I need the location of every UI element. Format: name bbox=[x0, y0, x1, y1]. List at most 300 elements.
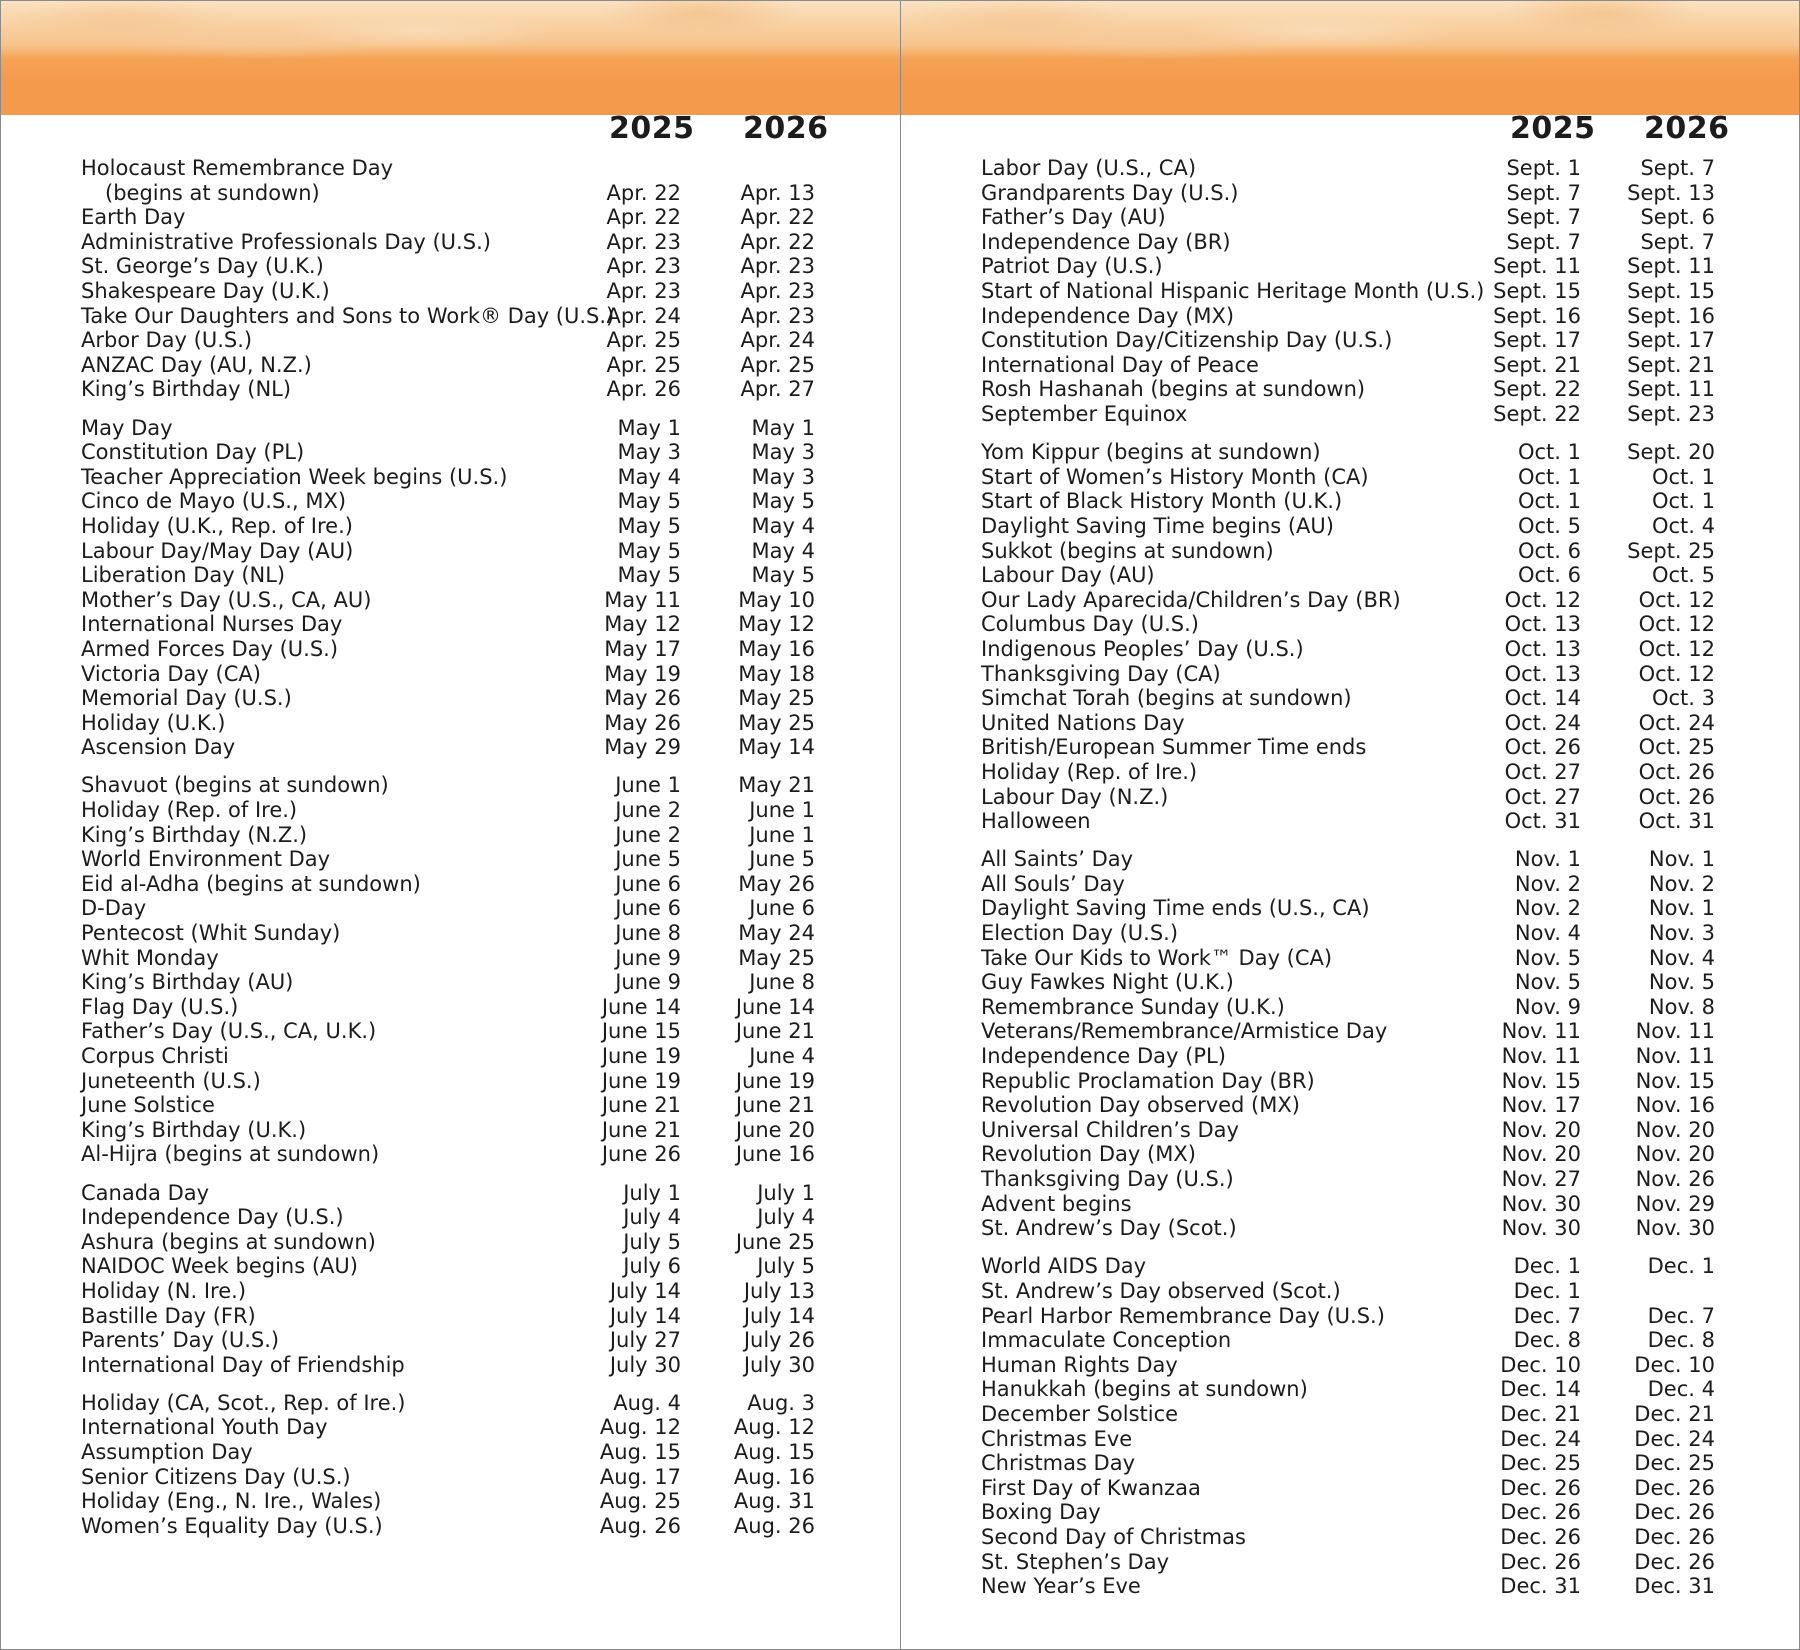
date-2026: July 5 bbox=[757, 1254, 815, 1279]
holiday-row bbox=[1, 1230, 900, 1255]
date-2025: May 26 bbox=[604, 710, 681, 735]
holiday-row bbox=[1, 1142, 900, 1167]
holiday-row bbox=[901, 588, 1799, 613]
holiday-row bbox=[1, 1304, 900, 1329]
holiday-row bbox=[901, 1044, 1799, 1069]
year-header-2026: 2026 bbox=[1644, 111, 1730, 146]
date-2025: Apr. 25 bbox=[606, 352, 681, 377]
holiday-name: Christmas Eve bbox=[981, 1426, 1133, 1451]
holiday-name: Take Our Kids to Work™ Day (CA) bbox=[981, 945, 1333, 970]
holiday-name: Constitution Day/Citizenship Day (U.S.) bbox=[981, 328, 1393, 353]
date-2025: June 14 bbox=[601, 994, 681, 1019]
holiday-row bbox=[901, 465, 1799, 490]
date-2026: Aug. 12 bbox=[733, 1415, 815, 1440]
holiday-row bbox=[901, 1402, 1799, 1427]
holiday-name: Take Our Daughters and Sons to Work® Day (U.S.) bbox=[81, 303, 615, 328]
holiday-name: Eid al-Adha (begins at sundown) bbox=[81, 871, 421, 896]
date-2026: Apr. 23 bbox=[740, 303, 815, 328]
date-2026: Oct. 12 bbox=[1638, 636, 1715, 661]
holiday-row bbox=[901, 1574, 1799, 1599]
holiday-name: Labour Day/May Day (AU) bbox=[81, 538, 354, 563]
date-2025: Nov. 4 bbox=[1514, 921, 1581, 945]
holiday-name: Veterans/Remembrance/Armistice Day bbox=[981, 1019, 1388, 1044]
holiday-row bbox=[901, 328, 1799, 353]
date-2025: May 5 bbox=[617, 538, 681, 563]
date-2025: June 5 bbox=[615, 847, 681, 872]
holiday-name: Indigenous Peoples’ Day (U.S.) bbox=[981, 636, 1304, 661]
holiday-name: Daylight Saving Time begins (AU) bbox=[981, 513, 1334, 538]
date-2026: May 1 bbox=[751, 415, 815, 440]
date-2026: May 3 bbox=[751, 440, 815, 465]
holiday-name: Holiday (U.K.) bbox=[81, 710, 226, 735]
holiday-name: Halloween bbox=[981, 809, 1091, 834]
date-2026: Nov. 29 bbox=[1635, 1191, 1715, 1216]
date-2025: May 29 bbox=[604, 735, 681, 760]
date-2026: Dec. 26 bbox=[1634, 1500, 1715, 1525]
date-2025: Nov. 11 bbox=[1501, 1044, 1581, 1068]
holiday-name: Start of Women’s History Month (CA) bbox=[981, 464, 1369, 489]
date-2025: May 5 bbox=[617, 489, 681, 514]
date-2026: Dec. 1 bbox=[1647, 1254, 1715, 1279]
date-2025: June 15 bbox=[601, 1019, 681, 1044]
date-2026: Nov. 16 bbox=[1635, 1093, 1715, 1118]
holiday-name: Independence Day (PL) bbox=[981, 1044, 1226, 1068]
holiday-name: International Day of Peace bbox=[981, 352, 1259, 377]
date-2025: Oct. 6 bbox=[1517, 538, 1581, 563]
date-2026: July 26 bbox=[743, 1328, 815, 1353]
holiday-name: D-Day bbox=[81, 896, 147, 921]
holiday-name: Armed Forces Day (U.S.) bbox=[81, 636, 339, 661]
holiday-name: Election Day (U.S.) bbox=[981, 921, 1179, 945]
date-2025: Apr. 24 bbox=[606, 303, 681, 328]
holiday-name: Revolution Day observed (MX) bbox=[981, 1093, 1300, 1118]
date-2025: Oct. 13 bbox=[1504, 636, 1581, 661]
date-2025: Dec. 24 bbox=[1500, 1426, 1581, 1451]
holiday-row bbox=[1, 588, 900, 613]
date-2026: Sept. 21 bbox=[1627, 352, 1715, 377]
holiday-name: May Day bbox=[81, 415, 173, 440]
date-2026: Oct. 4 bbox=[1651, 513, 1715, 538]
holiday-name: Earth Day bbox=[81, 205, 186, 230]
holiday-row bbox=[901, 637, 1799, 662]
date-2025: Oct. 1 bbox=[1517, 489, 1581, 514]
date-2026: Oct. 12 bbox=[1638, 661, 1715, 686]
holiday-row bbox=[901, 711, 1799, 736]
holiday-row bbox=[1, 1019, 900, 1044]
holiday-row bbox=[901, 1192, 1799, 1217]
holiday-row bbox=[901, 1093, 1799, 1118]
date-2026: June 1 bbox=[749, 822, 815, 847]
holiday-name: World Environment Day bbox=[81, 847, 331, 872]
date-2026: Dec. 8 bbox=[1647, 1328, 1715, 1353]
holiday-name: Holiday (Eng., N. Ire., Wales) bbox=[81, 1489, 382, 1514]
date-2026: Apr. 22 bbox=[740, 205, 815, 230]
date-2026: Dec. 31 bbox=[1634, 1574, 1715, 1599]
date-2026: Oct. 3 bbox=[1651, 686, 1715, 711]
holiday-name: Father’s Day (AU) bbox=[981, 205, 1166, 230]
date-2025: Sept. 22 bbox=[1493, 377, 1581, 402]
date-2025: Sept. 7 bbox=[1506, 180, 1581, 205]
date-2026: Nov. 4 bbox=[1648, 945, 1715, 970]
holiday-name: Holocaust Remembrance Day bbox=[81, 156, 394, 180]
date-2025: Aug. 25 bbox=[599, 1489, 681, 1514]
holiday-row bbox=[901, 563, 1799, 588]
date-2026: Dec. 10 bbox=[1634, 1352, 1715, 1377]
date-2026: May 4 bbox=[751, 538, 815, 563]
date-2026: Dec. 7 bbox=[1647, 1303, 1715, 1328]
date-2025: Aug. 12 bbox=[599, 1415, 681, 1440]
date-2025: June 21 bbox=[601, 1093, 681, 1118]
date-2026: May 5 bbox=[751, 563, 815, 588]
date-2025: Aug. 17 bbox=[599, 1464, 681, 1489]
date-2026: May 25 bbox=[738, 945, 815, 970]
date-2026: Oct. 1 bbox=[1651, 464, 1715, 489]
holiday-row bbox=[1, 304, 900, 329]
date-2026: Oct. 12 bbox=[1638, 612, 1715, 637]
holiday-name: Holiday (Rep. of Ire.) bbox=[981, 759, 1198, 784]
date-2025: Oct. 13 bbox=[1504, 612, 1581, 637]
holiday-row bbox=[1, 416, 900, 441]
date-2026: Sept. 25 bbox=[1627, 538, 1715, 563]
date-2026: June 1 bbox=[749, 798, 815, 822]
holiday-name: Guy Fawkes Night (U.K.) bbox=[981, 970, 1234, 995]
holiday-row bbox=[901, 847, 1799, 872]
holiday-name: June Solstice bbox=[81, 1093, 215, 1118]
holiday-row bbox=[901, 181, 1799, 206]
date-2026: Aug. 26 bbox=[733, 1513, 815, 1538]
holiday-name: Al-Hijra (begins at sundown) bbox=[81, 1142, 380, 1167]
holiday-row bbox=[1, 735, 900, 760]
holiday-row bbox=[1, 711, 900, 736]
date-2026: June 21 bbox=[735, 1019, 815, 1044]
holiday-row bbox=[1, 205, 900, 230]
date-2025: July 5 bbox=[623, 1229, 681, 1254]
date-2025: Oct. 1 bbox=[1517, 464, 1581, 489]
holiday-row bbox=[1, 1093, 900, 1118]
holiday-name: Start of Black History Month (U.K.) bbox=[981, 489, 1343, 514]
holiday-row bbox=[1, 1440, 900, 1465]
holiday-row bbox=[1, 823, 900, 848]
holiday-row bbox=[1, 514, 900, 539]
date-2025: July 14 bbox=[609, 1278, 681, 1303]
date-2026: Nov. 15 bbox=[1635, 1068, 1715, 1093]
date-2026: Oct. 5 bbox=[1651, 563, 1715, 588]
date-2026: Oct. 1 bbox=[1651, 489, 1715, 514]
holiday-name: St. Stephen’s Day bbox=[981, 1549, 1170, 1574]
holiday-row bbox=[901, 760, 1799, 785]
holiday-name: Arbor Day (U.S.) bbox=[81, 328, 253, 353]
holiday-row bbox=[901, 230, 1799, 255]
holiday-name: Flag Day (U.S.) bbox=[81, 994, 239, 1019]
date-2026: May 5 bbox=[751, 489, 815, 514]
holiday-name: Patriot Day (U.S.) bbox=[981, 254, 1163, 279]
date-2026: Apr. 23 bbox=[740, 279, 815, 303]
date-2026: Sept. 23 bbox=[1627, 402, 1715, 426]
right-page bbox=[900, 0, 1800, 1650]
date-2026: Nov. 11 bbox=[1635, 1019, 1715, 1044]
date-2026: Dec. 26 bbox=[1634, 1549, 1715, 1574]
holiday-row bbox=[901, 1500, 1799, 1525]
holiday-name: Administrative Professionals Day (U.S.) bbox=[81, 229, 491, 254]
date-2025: Dec. 26 bbox=[1500, 1549, 1581, 1574]
date-2026: June 19 bbox=[735, 1068, 815, 1093]
date-2026: Nov. 1 bbox=[1648, 847, 1715, 872]
date-2026: Apr. 22 bbox=[740, 229, 815, 254]
date-2025: June 1 bbox=[615, 773, 681, 798]
holiday-name: Ashura (begins at sundown) bbox=[81, 1229, 376, 1254]
holiday-row bbox=[901, 205, 1799, 230]
holiday-name: Daylight Saving Time ends (U.S., CA) bbox=[981, 896, 1370, 921]
date-2025: May 4 bbox=[617, 464, 681, 489]
holiday-row bbox=[901, 1019, 1799, 1044]
holiday-row bbox=[901, 1118, 1799, 1143]
holiday-row bbox=[1, 637, 900, 662]
holiday-name: Shavuot (begins at sundown) bbox=[81, 773, 389, 798]
date-2026: Dec. 26 bbox=[1634, 1524, 1715, 1549]
holiday-name: Victoria Day (CA) bbox=[81, 661, 261, 686]
holiday-row bbox=[1, 970, 900, 995]
holiday-name: Independence Day (MX) bbox=[981, 303, 1235, 328]
holiday-row bbox=[1, 612, 900, 637]
date-2026: June 6 bbox=[749, 896, 815, 921]
holiday-name: Teacher Appreciation Week begins (U.S.) bbox=[81, 464, 508, 489]
date-2025: Dec. 1 bbox=[1513, 1254, 1581, 1279]
holiday-name: Revolution Day (MX) bbox=[981, 1142, 1196, 1167]
holiday-row bbox=[901, 1550, 1799, 1575]
date-2026: Nov. 2 bbox=[1648, 871, 1715, 896]
date-2026: July 30 bbox=[743, 1352, 815, 1377]
holiday-name: St. Andrew’s Day (Scot.) bbox=[981, 1216, 1237, 1241]
date-2025: May 3 bbox=[617, 440, 681, 465]
holiday-row bbox=[901, 1167, 1799, 1192]
date-2025: Oct. 31 bbox=[1504, 809, 1581, 834]
holiday-name: Human Rights Day bbox=[981, 1352, 1178, 1377]
date-2025: Oct. 5 bbox=[1517, 513, 1581, 538]
holiday-name: International Nurses Day bbox=[81, 612, 343, 637]
year-header-2025: 2025 bbox=[1510, 111, 1596, 146]
holiday-name: Cinco de Mayo (U.S., MX) bbox=[81, 489, 347, 514]
date-2025: Nov. 5 bbox=[1514, 970, 1581, 995]
holiday-row bbox=[901, 1254, 1799, 1279]
date-2025: May 19 bbox=[604, 661, 681, 686]
holiday-name: ANZAC Day (AU, N.Z.) bbox=[81, 352, 312, 377]
date-2025: Nov. 20 bbox=[1501, 1142, 1581, 1167]
date-2026: Apr. 25 bbox=[740, 352, 815, 377]
year-header-2025: 2025 bbox=[609, 111, 695, 146]
date-2026: Dec. 4 bbox=[1647, 1377, 1715, 1402]
holiday-row bbox=[1, 1118, 900, 1143]
holiday-row bbox=[1, 1415, 900, 1440]
holiday-row bbox=[1, 1254, 900, 1279]
date-2025: Dec. 26 bbox=[1500, 1500, 1581, 1525]
date-2026: Oct. 12 bbox=[1638, 587, 1715, 612]
date-2026: May 21 bbox=[738, 773, 815, 798]
date-2025: June 9 bbox=[615, 945, 681, 970]
date-2026: July 14 bbox=[743, 1303, 815, 1328]
date-2026: Sept. 13 bbox=[1627, 180, 1715, 205]
holiday-name: Labour Day (N.Z.) bbox=[981, 784, 1169, 809]
date-2026: Sept. 11 bbox=[1627, 377, 1715, 402]
date-2026: Nov. 1 bbox=[1648, 896, 1715, 921]
holiday-row bbox=[901, 995, 1799, 1020]
holiday-name: Whit Monday bbox=[81, 945, 219, 970]
holiday-row bbox=[1, 279, 900, 304]
date-2026: Nov. 20 bbox=[1635, 1142, 1715, 1167]
date-2025: Aug. 4 bbox=[613, 1390, 681, 1415]
date-2026: June 16 bbox=[735, 1142, 815, 1167]
holiday-row bbox=[901, 1427, 1799, 1452]
holiday-name: United Nations Day bbox=[981, 710, 1185, 735]
date-2026: June 5 bbox=[749, 847, 815, 872]
date-2025: Aug. 15 bbox=[599, 1440, 681, 1464]
holiday-name: Holiday (U.K., Rep. of Ire.) bbox=[81, 513, 353, 538]
date-2026: Oct. 24 bbox=[1638, 710, 1715, 735]
holiday-row bbox=[901, 970, 1799, 995]
date-2026: June 4 bbox=[749, 1044, 815, 1068]
holiday-name: Our Lady Aparecida/Children’s Day (BR) bbox=[981, 587, 1401, 612]
date-2025: June 26 bbox=[601, 1142, 681, 1167]
date-2025: July 6 bbox=[623, 1254, 681, 1279]
holiday-name: Start of National Hispanic Heritage Month (U.S.) bbox=[981, 279, 1485, 303]
holiday-row bbox=[1, 946, 900, 971]
date-2026: Sept. 20 bbox=[1627, 440, 1715, 465]
date-2025: June 8 bbox=[615, 921, 681, 945]
holiday-name: Pearl Harbor Remembrance Day (U.S.) bbox=[981, 1303, 1385, 1328]
date-2025: Nov. 15 bbox=[1501, 1068, 1581, 1093]
date-2026: Sept. 11 bbox=[1627, 254, 1715, 279]
date-2025: July 27 bbox=[609, 1328, 681, 1353]
holiday-name: International Youth Day bbox=[81, 1415, 328, 1440]
date-2026: Oct. 25 bbox=[1638, 735, 1715, 760]
holiday-row bbox=[901, 402, 1799, 427]
date-2026: May 16 bbox=[738, 636, 815, 661]
holiday-name: British/European Summer Time ends bbox=[981, 735, 1367, 760]
year-header-2026: 2026 bbox=[743, 111, 829, 146]
holiday-row bbox=[1, 181, 900, 206]
date-2025: June 2 bbox=[615, 798, 681, 822]
date-2026: Nov. 3 bbox=[1648, 921, 1715, 945]
holiday-row bbox=[1, 896, 900, 921]
holiday-row bbox=[1, 662, 900, 687]
date-2025: Dec. 31 bbox=[1500, 1574, 1581, 1599]
holiday-name: Boxing Day bbox=[981, 1500, 1101, 1525]
date-2026: May 25 bbox=[738, 686, 815, 711]
holiday-name: Senior Citizens Day (U.S.) bbox=[81, 1464, 351, 1489]
date-2026: May 10 bbox=[738, 587, 815, 612]
date-2025: Dec. 26 bbox=[1500, 1524, 1581, 1549]
date-2025: Dec. 8 bbox=[1513, 1328, 1581, 1353]
holiday-row bbox=[901, 872, 1799, 897]
holiday-name: Yom Kippur (begins at sundown) bbox=[981, 440, 1321, 465]
date-2026: Dec. 25 bbox=[1634, 1451, 1715, 1476]
holiday-name: Assumption Day bbox=[81, 1440, 253, 1464]
holiday-row bbox=[901, 279, 1799, 304]
holiday-name: International Day of Friendship bbox=[81, 1352, 405, 1377]
date-2025: May 1 bbox=[617, 415, 681, 440]
date-2025: June 2 bbox=[615, 822, 681, 847]
date-2025: June 19 bbox=[601, 1044, 681, 1068]
date-2025: Nov. 27 bbox=[1501, 1167, 1581, 1191]
holiday-row bbox=[1, 377, 900, 402]
holiday-name: Holiday (Rep. of Ire.) bbox=[81, 798, 298, 822]
holiday-row bbox=[1, 1328, 900, 1353]
date-2026: Oct. 31 bbox=[1638, 809, 1715, 834]
date-2026: June 14 bbox=[735, 994, 815, 1019]
holiday-row bbox=[1, 1181, 900, 1206]
date-2025: Oct. 12 bbox=[1504, 587, 1581, 612]
date-2025: Dec. 21 bbox=[1500, 1401, 1581, 1426]
date-2025: Oct. 1 bbox=[1517, 440, 1581, 465]
date-2026: Sept. 17 bbox=[1627, 328, 1715, 353]
date-2025: Oct. 6 bbox=[1517, 563, 1581, 588]
date-2026: Sept. 7 bbox=[1640, 229, 1715, 254]
date-2026: Aug. 3 bbox=[747, 1390, 815, 1415]
date-2025: Nov. 5 bbox=[1514, 945, 1581, 970]
date-2025: Nov. 2 bbox=[1514, 896, 1581, 921]
holiday-row bbox=[901, 1279, 1799, 1304]
holiday-name: Hanukkah (begins at sundown) bbox=[981, 1377, 1308, 1402]
holiday-row bbox=[1, 1069, 900, 1094]
holiday-name: NAIDOC Week begins (AU) bbox=[81, 1254, 358, 1279]
date-2025: Sept. 7 bbox=[1506, 205, 1581, 230]
holiday-row bbox=[901, 156, 1799, 181]
holiday-name: Juneteenth (U.S.) bbox=[81, 1068, 261, 1093]
date-2025: Sept. 17 bbox=[1493, 328, 1581, 353]
holiday-name: Ascension Day bbox=[81, 735, 236, 760]
holiday-row bbox=[1, 872, 900, 897]
holiday-name: Labor Day (U.S., CA) bbox=[981, 156, 1197, 180]
date-2026: May 18 bbox=[738, 661, 815, 686]
date-2026: Aug. 16 bbox=[733, 1464, 815, 1489]
date-2026: Sept. 15 bbox=[1627, 279, 1715, 303]
holiday-name: St. George’s Day (U.K.) bbox=[81, 254, 324, 279]
date-2025: Nov. 9 bbox=[1514, 994, 1581, 1019]
holiday-row bbox=[1, 847, 900, 872]
date-2025: Dec. 7 bbox=[1513, 1303, 1581, 1328]
holiday-name: (begins at sundown) bbox=[105, 180, 320, 205]
date-2025: Nov. 2 bbox=[1514, 871, 1581, 896]
holiday-name: Rosh Hashanah (begins at sundown) bbox=[981, 377, 1366, 402]
date-2025: Oct. 24 bbox=[1504, 710, 1581, 735]
date-2025: Sept. 11 bbox=[1493, 254, 1581, 279]
holiday-name: Universal Children’s Day bbox=[981, 1117, 1239, 1142]
holiday-name: World AIDS Day bbox=[981, 1254, 1147, 1279]
holiday-name: Labour Day (AU) bbox=[981, 563, 1155, 588]
date-2025: May 26 bbox=[604, 686, 681, 711]
date-2026: May 3 bbox=[751, 464, 815, 489]
holiday-row bbox=[901, 1377, 1799, 1402]
holiday-row bbox=[1, 798, 900, 823]
date-2025: Oct. 14 bbox=[1504, 686, 1581, 711]
holiday-name: Thanksgiving Day (CA) bbox=[981, 661, 1221, 686]
date-2025: June 19 bbox=[601, 1068, 681, 1093]
holiday-name: Liberation Day (NL) bbox=[81, 563, 286, 588]
holiday-row bbox=[1, 230, 900, 255]
holiday-row bbox=[901, 304, 1799, 329]
date-2025: May 17 bbox=[604, 636, 681, 661]
date-2025: June 9 bbox=[615, 970, 681, 995]
date-2026: May 26 bbox=[738, 871, 815, 896]
date-2026: Sept. 7 bbox=[1640, 156, 1715, 180]
date-2026: Dec. 24 bbox=[1634, 1426, 1715, 1451]
holiday-name: Independence Day (BR) bbox=[981, 229, 1231, 254]
holiday-row bbox=[901, 662, 1799, 687]
holiday-name: Grandparents Day (U.S.) bbox=[981, 180, 1239, 205]
holiday-name: Pentecost (Whit Sunday) bbox=[81, 921, 341, 945]
holiday-row bbox=[1, 773, 900, 798]
date-2025: May 11 bbox=[604, 587, 681, 612]
date-2025: July 14 bbox=[609, 1303, 681, 1328]
